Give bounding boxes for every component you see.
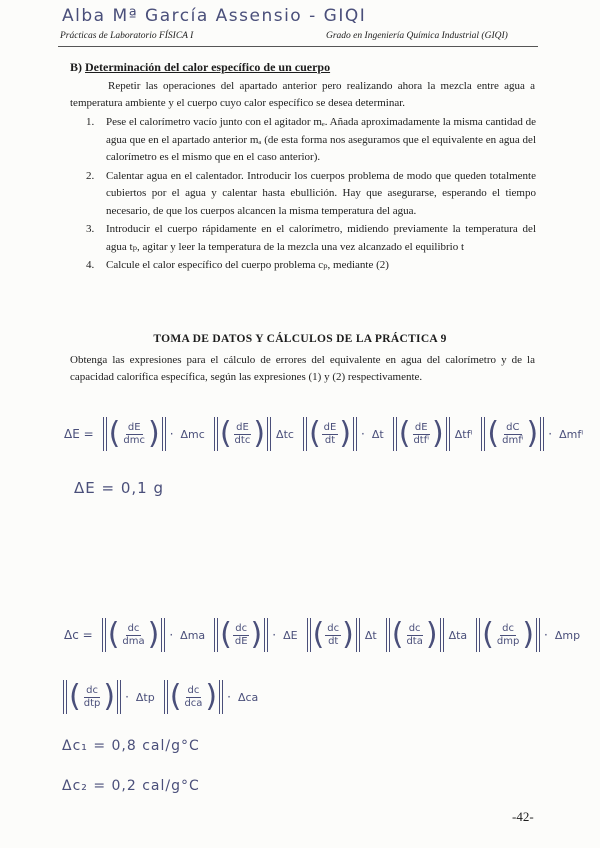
step-number: 3. [86,223,95,235]
derivative-denominator: dtp [83,697,101,709]
derivative-numerator: dc [502,622,515,634]
header-course: Prácticas de Laboratorio FÍSICA I [60,31,194,41]
step-number: 1. [86,116,95,128]
derivative-numerator: dC [506,421,520,433]
derivative-numerator: dE [323,421,337,433]
header-divider [58,46,538,47]
error-term: Δtfⁱ [454,427,473,441]
section-title [70,60,330,75]
list-item [86,168,536,221]
derivative-denominator: dtc [234,434,251,446]
data-section-text: Obtenga las expresiones para el cálculo de errores del equivalente en agua del calorímetro y de la capacidad calorífica específica, según las expresiones (1) y (2) respectivamente. [70,354,535,383]
equation-lhs: ΔE = [64,427,94,441]
equation-delta-c-continued [60,680,264,714]
equation-delta-e [64,417,589,451]
section-letter: B) [70,60,82,74]
error-term: Δmp [554,628,581,642]
error-term: Δtc [276,427,294,441]
equation-term: ( $\frac{dc}{\text{dtp}}$ ) · Δtp [62,680,159,714]
derivative-denominator: dmfⁱ [502,434,524,446]
equation-term: ( $\frac{dc}{\text{dca}}$ ) · Δca [163,680,263,714]
error-term: Δt [371,427,384,441]
result-delta-c1: Δc₁ = 0,8 cal/g°C [62,738,200,754]
error-term: Δmc [180,427,205,441]
equation-term: ( $\frac{dc}{\text{dmp}}$ ) · Δmp [475,618,584,652]
derivative-denominator: dt [328,635,339,647]
result-delta-c2: Δc₂ = 0,2 cal/g°C [62,778,200,794]
error-term: Δmfⁱ [559,427,584,441]
derivative-denominator: dt [324,434,336,446]
error-term: Δca [237,690,259,704]
derivative-denominator: dmc [123,434,145,446]
list-item [86,257,536,275]
derivative-numerator: dc [127,622,140,634]
result-delta-e: ΔE = 0,1 g [74,479,164,497]
author-signature: Alba Mª García Assensio - GIQI [62,6,367,26]
error-term: ΔE [283,628,298,642]
derivative-numerator: dc [187,684,200,696]
error-term: Δt [364,628,377,642]
derivative-denominator: dE [234,635,248,647]
derivative-numerator: dE [127,421,141,433]
error-term: Δta [448,628,468,642]
data-section-title: TOMA DE DATOS Y CÁLCULOS DE LA PRÁCTICA 9 [153,333,447,345]
equation-lhs: Δc = [64,628,93,642]
derivative-numerator: dc [408,622,421,634]
derivative-denominator: dta [406,635,423,647]
step-text: Calentar agua en el calentador. Introducir los cuerpos problema de modo que queden totalmente cubiertos por el agua y calentar hasta ebullición. Hay que asegurarse, esperando el tiempo necesario, de que los cuerpos alcancen la misma temperatura del agua. [106,169,536,217]
derivative-numerator: dc [86,684,98,696]
equation-term: ( $\frac{dc}{dt}$ ) Δt [306,618,381,652]
step-number: 2. [86,169,95,182]
list-item [86,114,536,167]
section-title-text: Determinación del calor específico de un cuerpo [85,60,331,74]
equation-term: ( $\frac{dE}{\text{dmc}}$ ) · Δmc [102,417,209,451]
step-number: 4. [86,259,95,271]
error-term: Δtp [135,690,155,704]
page-number: -42- [512,809,534,824]
equation-term: ( $\frac{dc}{\text{dma}}$ ) · Δma [101,618,209,652]
derivative-numerator: dE [414,421,428,433]
equation-term: ( $\frac{dE}{dt}$ ) · Δt [302,417,388,451]
equation-term: ( $\frac{dc}{\text{dta}}$ ) Δta [385,618,471,652]
derivative-denominator: dmp [496,635,520,647]
step-text: Pese el calorímetro vacío junto con el agitador mₑ. Añada aproximadamente la misma cantidad de agua que en el apartado anterior mₐ (de esta forma nos aseguramos que el equivalente en agua del calorímetro es el mismo que en el caso anterior). [106,116,536,163]
equation-term: ( $\frac{dE}{\text{dtfⁱ}}$ ) Δtfⁱ [392,417,477,451]
equation-term: ( $\frac{dc}{dE}$ ) · ΔE [213,618,301,652]
derivative-numerator: dc [235,622,248,634]
derivative-denominator: dtfⁱ [413,434,430,446]
equation-term: ( $\frac{dE}{\text{dtc}}$ ) Δtc [213,417,298,451]
derivative-numerator: dc [327,622,340,634]
equation-delta-c [64,618,586,652]
step-text: Calcule el calor específico del cuerpo problema cₚ, mediante (2) [106,259,389,271]
steps-list [86,114,536,276]
derivative-denominator: dma [122,635,145,647]
section-intro: Repetir las operaciones del apartado anterior pero realizando ahora la mezcla entre agua a temperatura ambiente y el cuerpo cuyo calor específico se desea determinar. [70,80,535,109]
step-text: Introducir el cuerpo rápidamente en el calorímetro, midiendo previamente la temperatura del agua tₚ, agitar y leer la temperatura de la mezcla una vez alcanzado el equilibrio t [106,223,536,253]
derivative-denominator: dca [184,697,203,709]
list-item [86,221,536,256]
equation-term: ( $\frac{dC}{\text{dmfⁱ}}$ ) · Δmfⁱ [480,417,587,451]
derivative-numerator: dE [236,421,249,433]
header-degree: Grado en Ingeniería Química Industrial (GIQI) [326,31,508,41]
error-term: Δma [180,628,206,642]
